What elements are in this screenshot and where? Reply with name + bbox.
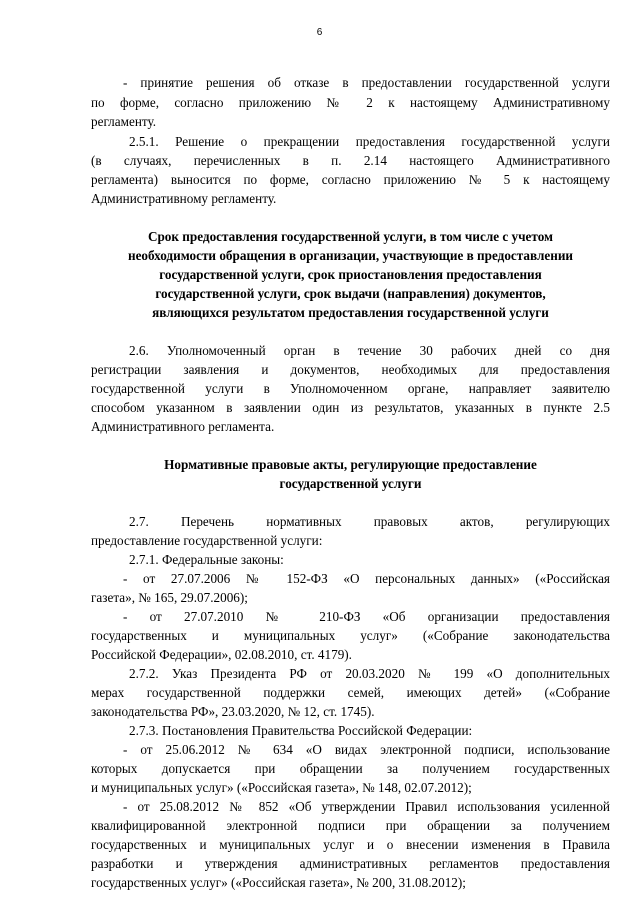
section-heading-line: Нормативные правовые акты, регулирующие предоставление — [164, 457, 537, 472]
text-line: государственных услуг» («Российская газета», № 200, 31.08.2012); — [91, 875, 466, 890]
section-heading-line: Срок предоставления государственной услуги, в том числе с учетом — [147, 229, 554, 244]
text-line: Административного регламента. — [91, 419, 275, 434]
text-line: законодательства РФ», 23.03.2020, № 12, ст. 1745). — [91, 704, 375, 719]
text-line: государственных и муниципальных услуг» («Собрание законодательства — [91, 628, 610, 643]
section-heading-line: государственной услуги — [279, 476, 422, 491]
text-line: - от 27.07.2010 № 210-ФЗ «Об организации предоставления — [123, 609, 610, 624]
text-line: регламенту. — [91, 114, 157, 129]
text-line: государственных и муниципальных услуг и о внесении изменения в Правила — [91, 837, 610, 852]
text-line: предоставление государственной услуги: — [91, 533, 323, 548]
text-line: по форме, согласно приложению № 2 к настоящему Административному — [91, 95, 610, 110]
text-line: регистрации заявления и документов, необходимых для предоставления — [91, 362, 610, 377]
text-line: регламента) выносится по форме, согласно приложению № 5 к настоящему — [91, 172, 610, 187]
section-heading-line: являющихся результатом предоставления государственной услуги — [152, 305, 549, 320]
text-line: - от 25.08.2012 № 852 «Об утверждении Правил использования усиленной — [123, 799, 610, 814]
text-line: разработки и утверждения административных регламентов предоставления — [91, 856, 610, 871]
text-line: государственной услуги в Уполномоченном органе, направляет заявителю — [91, 381, 610, 396]
text-line: газета», № 165, 29.07.2006); — [91, 590, 248, 605]
text-line: 2.7.1. Федеральные законы: — [129, 552, 284, 567]
text-line: квалифицированной электронной подписи при обращении за получением — [91, 818, 610, 833]
text-line: - принятие решения об отказе в предоставлении государственной услуги — [123, 75, 610, 90]
section-heading-line: государственной услуги, срок приостановления предоставления — [159, 267, 542, 282]
section-heading-line: необходимости обращения в организации, участвующие в предоставлении — [127, 248, 574, 263]
text-line: 2.7.3. Постановления Правительства Российской Федерации: — [129, 723, 473, 738]
section-heading-line: государственной услуги, срок выдачи (направления) документов, — [155, 286, 546, 301]
text-line: которых допускается при обращении за получением государственных — [91, 761, 610, 776]
text-line: 2.7.2. Указ Президента РФ от 20.03.2020 № 199 «О дополнительных — [129, 666, 610, 681]
text-line: Российской Федерации», 02.08.2010, ст. 4179). — [91, 647, 352, 662]
text-line: способом указанном в заявлении один из результатов, указанных в пункте 2.5 — [91, 400, 610, 415]
text-line: 2.7. Перечень нормативных правовых актов, регулирующих — [129, 514, 610, 529]
text-line: 2.6. Уполномоченный орган в течение 30 рабочих дней со дня — [129, 343, 610, 358]
text-line: 2.5.1. Решение о прекращении предоставления государственной услуги — [129, 134, 610, 149]
text-line: - от 27.07.2006 № 152-ФЗ «О персональных данных» («Российская — [123, 571, 610, 586]
text-line: - от 25.06.2012 № 634 «О видах электронной подписи, использование — [123, 742, 610, 757]
text-line: и муниципальных услуг» («Российская газета», № 148, 02.07.2012); — [91, 780, 472, 795]
text-line: (в случаях, перечисленных в п. 2.14 настоящего Административного — [91, 153, 610, 168]
text-line: мерах государственной поддержки семей, имеющих детей» («Собрание — [91, 685, 610, 700]
text-line: Административному регламенту. — [91, 191, 277, 206]
page-number: 6 — [316, 27, 323, 38]
